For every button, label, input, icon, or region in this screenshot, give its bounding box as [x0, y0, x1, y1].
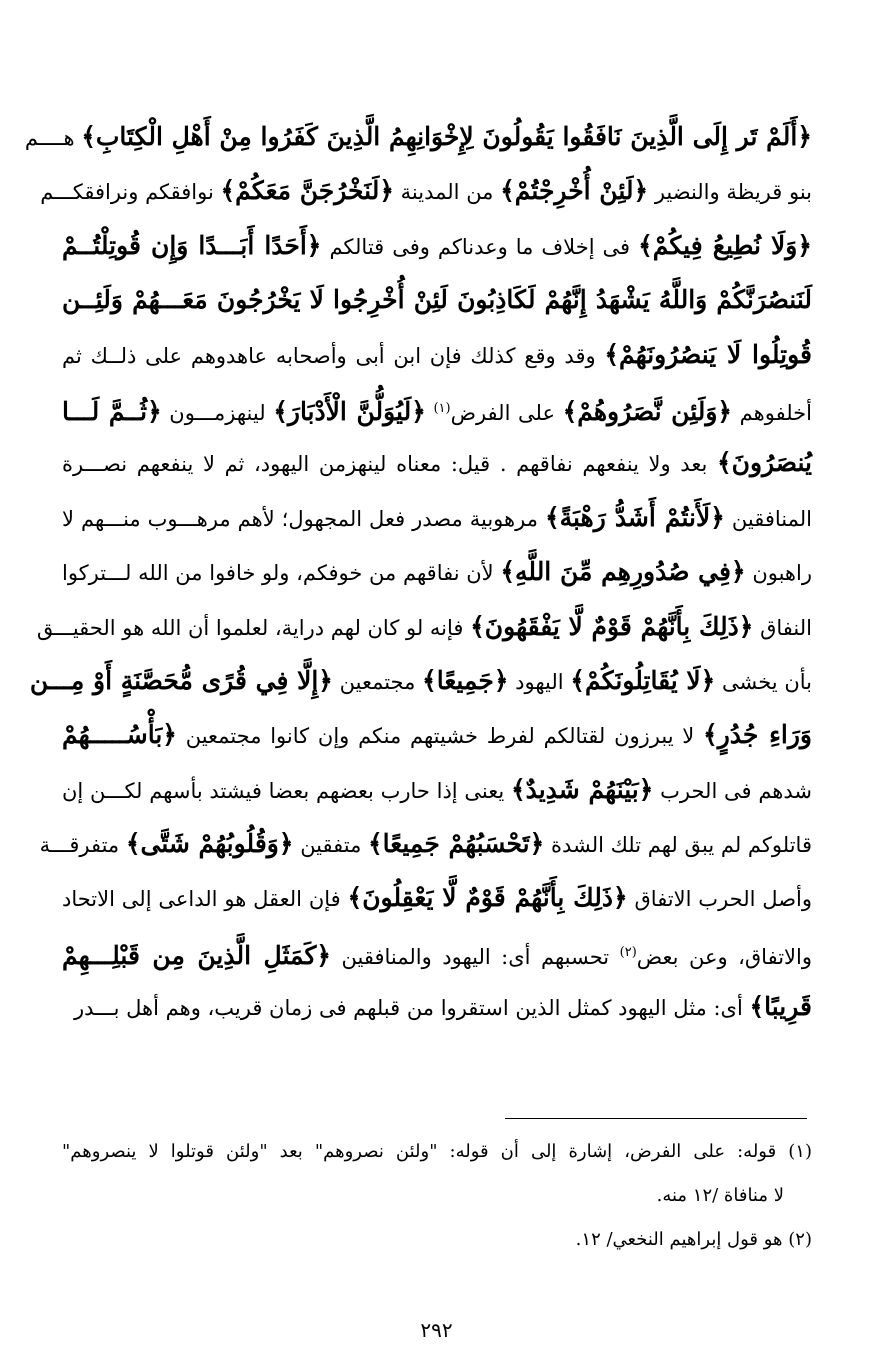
commentary-text: بنو قريظة والنضير	[648, 180, 812, 205]
commentary-text: قاتلوكم لم يبق لهم تلك الشدة	[544, 833, 812, 858]
quran-quote: ﴿لَأَنتُمْ أَشَدُّ رَهْبَةً﴾	[544, 502, 725, 532]
commentary-text: أخلفوهم	[732, 400, 812, 425]
quran-quote: قُوتِلُوا لَا يَنصُرُونَهُمْ﴾	[604, 339, 813, 369]
commentary-text: المنافقين	[724, 506, 812, 531]
text-line	[39, 817, 812, 871]
commentary-text: يعنى إذا حارب بعضهم بعضا فيشتد بأسهم لكـــن إن	[62, 778, 511, 803]
footnotes	[62, 1130, 812, 1262]
quran-quote: ﴿لَا يُقَاتِلُونَكُمْ﴾	[570, 665, 716, 695]
commentary-text: مرهوبية مصدر فعل المجهول؛ لأهم مرهـــوب منـــهم لا	[62, 506, 545, 531]
commentary-text: راهبون	[745, 561, 812, 586]
main-text	[24, 110, 813, 1035]
quran-quote: ﴿لَئِنْ أُخْرِجْتُمْ﴾	[500, 176, 649, 206]
commentary-text: بأن يخشى	[715, 669, 812, 694]
footnote-1-line-1: (١) قوله: على الفرض، إشارة إلى أن قوله: "ولئن نصروهم" بعد "ولئن قوتلوا لا ينصروهم"	[62, 1141, 812, 1162]
text-line	[36, 600, 812, 654]
commentary-text: تحسبهم أى: اليهود والمنافقين	[331, 944, 620, 969]
quran-quote: ﴿لَيُوَلُّنَّ الْأَدْبَارَ﴾	[273, 396, 426, 426]
commentary-text: فى إخلاف ما وعدناكم وفى قتالكم	[321, 234, 639, 259]
text-line	[29, 654, 812, 708]
text-line	[62, 871, 812, 925]
text-line	[62, 273, 812, 327]
text-line	[40, 164, 812, 218]
footnote-1-line-2: لا منافاة /١٢ منه.	[656, 1185, 784, 1206]
commentary-text: لينهزمـــون	[161, 400, 274, 425]
commentary-text: وأصل الحرب الاتفاق	[627, 887, 813, 912]
quran-quote: قَرِيبًا﴾	[749, 992, 812, 1022]
commentary-text: لا يبرزون لقتالكم لفرط خشيتهم منكم وإن كانوا مجتمعين	[176, 724, 704, 749]
quran-quote: ﴿ذَلِكَ بِأَنَّهُمْ قَوْمٌ لَّا يَفْقَهُونَ﴾	[470, 611, 754, 641]
text-line	[62, 708, 812, 762]
quran-quote: ﴿بَأْسُـــــهُمْ	[62, 720, 177, 750]
quran-quote: ﴿أَحَدًا أَبَـــدًا وَإِن قُوتِلْتُــمْ	[62, 230, 322, 260]
commentary-text: هــــم	[24, 126, 82, 150]
commentary-text: فإنه لو كان لهم دراية، لعلموا أن الله هو الحقيـــق	[36, 615, 471, 640]
text-line	[62, 219, 812, 273]
commentary-text: أى: مثل اليهود كمثل الذين استقروا من قبلهم فى زمان قريب، وهم أهل بـــدر	[74, 996, 750, 1021]
text-line	[62, 491, 812, 545]
commentary-text: على الفرض	[450, 400, 563, 425]
quran-quote: ﴿وَلَئِن نَّصَرُوهُمْ﴾	[562, 396, 733, 426]
commentary-text: متفقين	[293, 833, 369, 858]
footnote-divider	[505, 1118, 807, 1119]
text-line	[62, 436, 812, 490]
text-line	[62, 545, 812, 599]
page-number: ٢٩٢	[420, 1318, 453, 1342]
quran-quote: لَنَنصُرَنَّكُمْ وَاللَّهُ يَشْهَدُ إِنَّهُمْ لَكَاذِبُونَ لَئِنْ أُخْرِجُوا لَا يَخْرُجُونَ مَعَـــهُمْ وَلَئِــن	[62, 285, 812, 315]
quran-quote: وَرَاءِ جُدُرٍ﴾	[703, 720, 812, 750]
quran-quote: ﴿ثُــمَّ لَـــا	[62, 396, 162, 426]
commentary-text: شدهم فى الحرب	[653, 778, 812, 803]
commentary-text: اليهود	[508, 669, 571, 694]
text-line	[62, 980, 812, 1034]
commentary-text: فإن العقل هو الداعى إلى الاتحاد	[62, 887, 348, 912]
footnote-ref: (١)	[433, 400, 451, 416]
commentary-text: متفرقـــة	[39, 833, 126, 858]
text-line	[62, 926, 812, 980]
quran-quote: ﴿وَقُلُوبُهُمْ شَتَّى﴾	[125, 829, 294, 859]
quran-quote: ﴿كَمَثَلِ الَّذِينَ مِن قَبْلِـــهِمْ	[62, 940, 332, 970]
commentary-text: لأن نفاقهم من خوفكم، ولو خافوا من الله لـــتركوا	[62, 561, 501, 586]
footnote-2: (٢) هو قول إبراهيم النخعي/ ١٢.	[575, 1229, 812, 1250]
quran-quote: ﴿أَلَمْ تَر إِلَى الَّذِينَ نَافَقُوا يَقُولُونَ لِإِخْوَانِهِمُ الَّذِينَ كَفَرُوا مِنْ أَهْلِ الْكِتَابِ﴾	[81, 122, 812, 151]
quran-quote: ﴿فِي صُدُورِهِم مِّنَ اللَّهِ﴾	[500, 557, 746, 587]
footnote-ref: (٢)	[619, 944, 637, 960]
quran-quote: ﴿جَمِيعًا﴾	[422, 665, 509, 695]
quran-quote: ﴿لَنَخْرُجَنَّ مَعَكُمْ﴾	[220, 176, 394, 206]
commentary-text: مجتمعين	[332, 669, 423, 694]
quran-quote: يُنصَرُونَ﴾	[716, 448, 812, 478]
commentary-text: النفاق	[753, 615, 812, 640]
commentary-text: وقد وقع كذلك فإن ابن أبى وأصحابه عاهدوهم على ذلــك ثم	[62, 343, 605, 368]
text-line	[62, 328, 812, 382]
text-line	[62, 382, 812, 436]
text-line	[62, 763, 812, 817]
commentary-text: والاتفاق، وعن بعض	[636, 944, 812, 969]
quran-quote: ﴿إِلَّا فِي قُرًى مُّحَصَّنَةٍ أَوْ مِـــن	[29, 665, 333, 695]
quran-quote: ﴿وَلَا نُطِيعُ فِيكُمْ﴾	[638, 230, 813, 260]
quran-quote: ﴿تَحْسَبُهُمْ جَمِيعًا﴾	[368, 829, 545, 859]
quran-quote: ﴿بَيْنَهُمْ شَدِيدٌ﴾	[510, 774, 654, 804]
commentary-text: بعد ولا ينفعهم نفاقهم . قيل: معناه لينهزمن اليهود، ثم لا ينفعهم نصـــرة	[62, 452, 717, 477]
commentary-text: نوافقكم ونرافقكـــم	[40, 180, 221, 205]
text-line	[24, 110, 812, 164]
commentary-text: من المدينة	[394, 180, 501, 205]
quran-quote: ﴿ذَلِكَ بِأَنَّهُمْ قَوْمٌ لَّا يَعْقِلُونَ﴾	[347, 883, 628, 913]
